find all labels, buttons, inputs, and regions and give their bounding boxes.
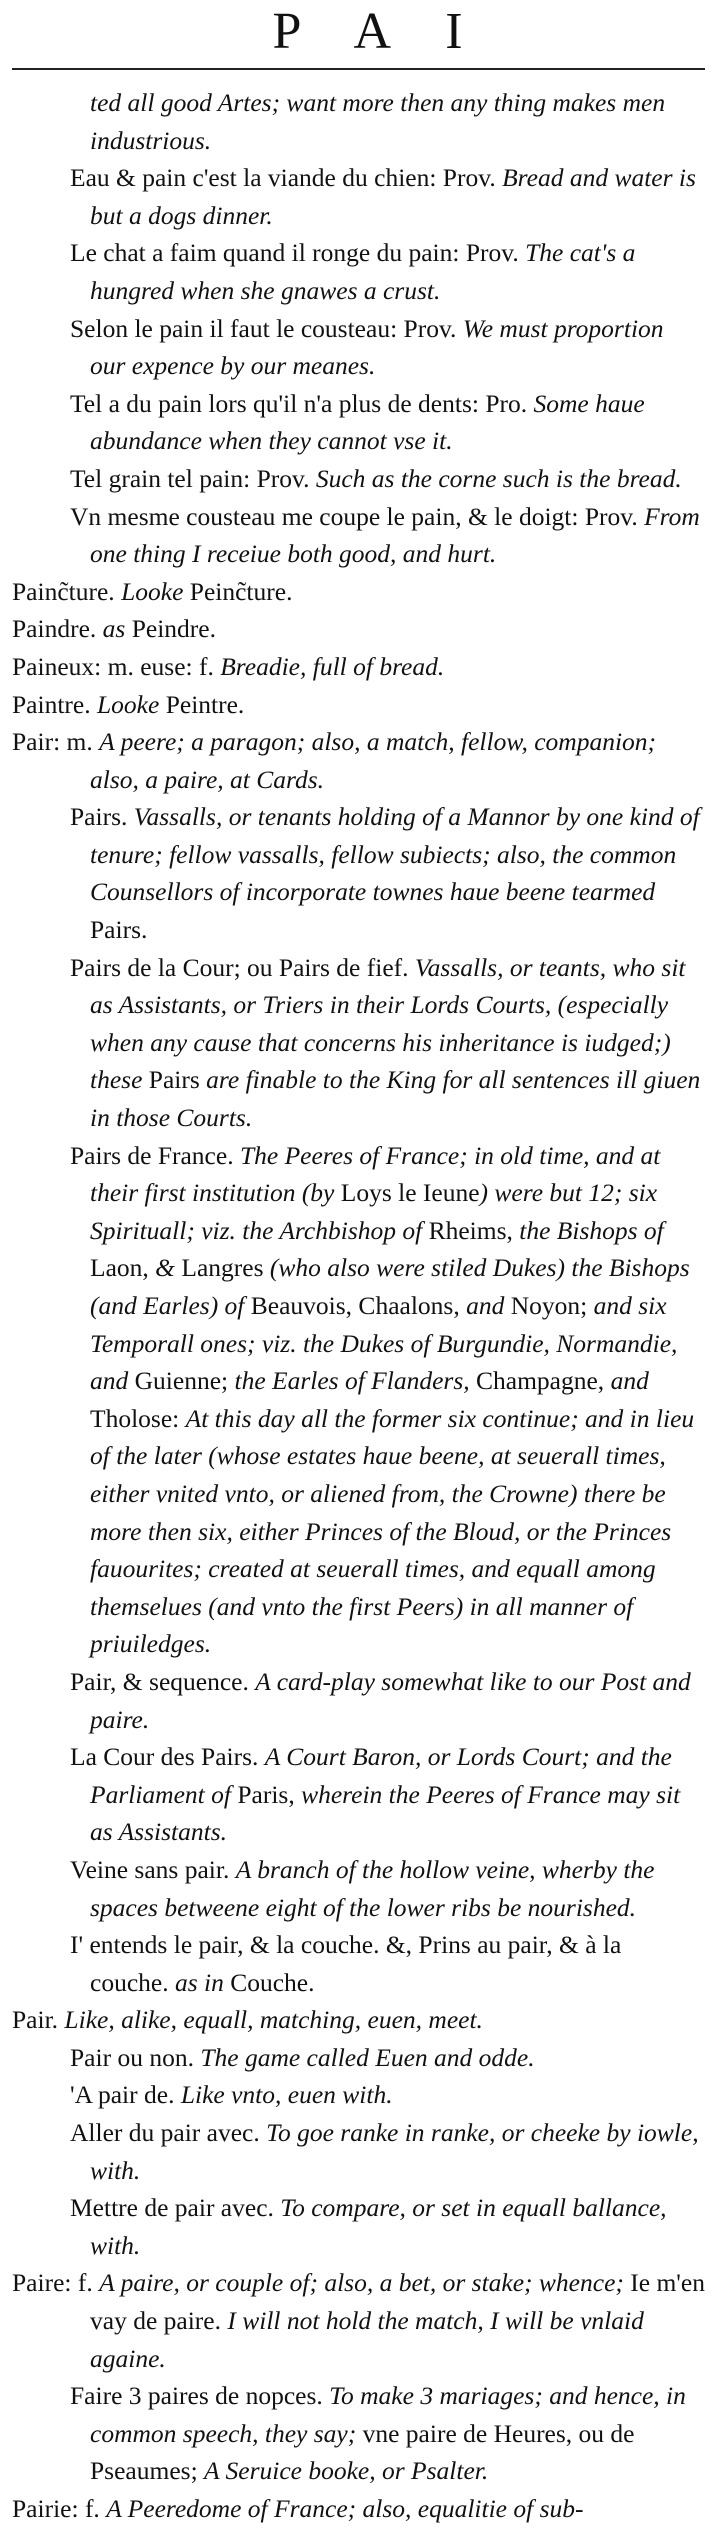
french-text: Eau & pain c'est la viande du chien: Prov.: [70, 163, 503, 193]
english-gloss: Breadie, full of bread.: [220, 651, 445, 681]
french-text: Guienne;: [134, 1366, 235, 1396]
french-text: Paris,: [237, 1779, 302, 1809]
english-gloss: A Peeredome of France; also, equalitie of sub-: [106, 2494, 584, 2523]
headword-entry: [12, 2264, 705, 2377]
french-text: Tel a du pain lors qu'il n'a plus de dents: Pro.: [70, 388, 534, 418]
english-gloss: Such as the corne such is the bread.: [315, 463, 682, 493]
french-text: Painc̃ture.: [12, 576, 122, 606]
french-text: Vn mesme cousteau me coupe le pain, & le doigt: Prov.: [70, 501, 645, 531]
english-gloss: ) were but 12; six Spirituall; viz. the Archbishop of: [90, 1178, 658, 1245]
head-rule: [12, 68, 705, 70]
french-text: Pairs de la Cour; ou Pairs de fief.: [70, 952, 415, 982]
french-text: 'A pair de.: [70, 2080, 181, 2110]
french-text: Tholose:: [90, 1403, 186, 1433]
french-text: Paindre.: [12, 614, 103, 644]
english-gloss: Looke: [121, 576, 190, 606]
french-text: Selon le pain il faut le cousteau: Prov.: [70, 313, 463, 343]
english-gloss: Vassalls, or teants, who sit as Assistants, or Triers in their Lords Courts, (especially when any cause that concerns his inheritance is iudged;) these: [90, 952, 686, 1095]
dictionary-entry: [12, 1137, 705, 1663]
english-gloss: A paire, or couple of; also, a bet, or stake; whence;: [99, 2268, 631, 2298]
dictionary-entry: [12, 2076, 705, 2114]
dictionary-entry: [12, 1926, 705, 2001]
french-text: Loys le Ieune: [340, 1178, 480, 1208]
english-gloss: At this day all the former six continue; and in lieu of the later (whose estates haue beene, at seuerall times, either vnited vnto, or aliened from, the Crowne) there be more then six, either Princes of the Bloud, or the Princes fauourites; created at seuerall times, and equall among themselues (and vnto the first Peers) in all manner of priuiledges.: [90, 1403, 695, 1659]
english-gloss: A peere; a paragon; also, a match, fellow, companion; also, a paire, at Cards.: [90, 727, 657, 794]
french-text: La Cour des Pairs.: [70, 1742, 265, 1772]
english-gloss: A card-play somewhat like to our Post and paire.: [90, 1666, 691, 1734]
english-gloss: The game called Euen and odde.: [200, 2042, 535, 2072]
dictionary-entry: [12, 949, 705, 1137]
english-gloss: Like, alike, equall, matching, euen, meet.: [64, 2005, 483, 2035]
headword-entry: [12, 723, 705, 798]
french-text: Couche.: [230, 1967, 315, 1997]
dictionary-entry: [12, 1851, 705, 1926]
headword-entry: [12, 648, 705, 686]
dictionary-entry: [12, 234, 705, 309]
french-text: Veine sans pair.: [70, 1854, 236, 1884]
english-gloss: the Earles of Flanders,: [234, 1366, 476, 1396]
french-text: Pairs.: [90, 915, 148, 945]
english-gloss: and six Temporall ones; viz. the Dukes of Burgundie, Normandie, and: [90, 1291, 678, 1396]
french-text: Champagne,: [476, 1366, 611, 1396]
french-text: Pairs de France.: [70, 1140, 240, 1170]
english-gloss: A Court Baron, or Lords Court; and the Parliament of: [90, 1742, 672, 1809]
french-text: Rheims,: [428, 1215, 520, 1245]
dictionary-entry: [12, 798, 705, 948]
french-text: Pair.: [12, 2005, 65, 2035]
french-text: Pairie: f.: [12, 2494, 107, 2523]
english-gloss: To compare, or set in equall ballance, with.: [90, 2193, 667, 2260]
french-text: vne paire de Heures, ou de Pseaumes;: [90, 2418, 635, 2486]
dictionary-entry: [12, 310, 705, 385]
french-text: Le chat a faim quand il ronge du pain: Prov.: [70, 238, 526, 268]
dictionary-entry: [12, 1663, 705, 1738]
english-gloss: A branch of the hollow veine, wherby the spaces betweene eight of the lower ribs be nourished.: [90, 1854, 655, 1922]
english-gloss: and: [466, 1291, 511, 1320]
english-gloss: Like vnto, euen with.: [180, 2080, 393, 2110]
french-text: Faire 3 paires de nopces.: [70, 2381, 330, 2411]
english-gloss: I will not hold the match, I will be vnlaid againe.: [90, 2306, 644, 2373]
english-gloss: To make 3 mariages; and hence, in common speech, they say;: [90, 2381, 686, 2448]
dictionary-entry: [12, 460, 705, 498]
english-gloss: (who also were stiled Dukes) the Bishops (and Earles) of: [90, 1253, 690, 1320]
dictionary-entry: [12, 2377, 705, 2490]
entry-list: [12, 84, 705, 2528]
english-gloss: A Seruice booke, or Psalter.: [204, 2456, 489, 2486]
dictionary-entry: [12, 1738, 705, 1851]
english-gloss: We must proportion our expence by our meanes.: [90, 313, 664, 381]
french-text: Peinc̃ture.: [189, 576, 293, 606]
french-text: Laon,: [90, 1253, 156, 1283]
english-gloss: Looke: [96, 689, 166, 719]
french-text: Tel grain tel pain: Prov.: [70, 463, 316, 493]
english-gloss: and: [610, 1366, 649, 1396]
dictionary-entry: [12, 84, 705, 159]
french-text: Peintre.: [165, 689, 245, 719]
dictionary-entry: [12, 159, 705, 234]
english-gloss: as: [102, 614, 132, 644]
english-gloss: as in: [174, 1967, 231, 1997]
english-gloss: wherein the Peeres of France may sit as Assistants.: [90, 1779, 681, 1847]
french-text: Aller du pair avec.: [70, 2118, 267, 2148]
english-gloss: From one thing I receiue both good, and hurt.: [90, 501, 700, 569]
dictionary-entry: [12, 385, 705, 460]
english-gloss: The cat's a hungred when she gnawes a crust.: [90, 238, 636, 305]
french-text: Paineux: m. euse: f.: [12, 651, 221, 681]
english-gloss: Vassalls, or tenants holding of a Mannor by one kind of tenure; fellow vassalls, fellow subiects; also, the common Counsellors of incorporate townes haue beene tearmed: [90, 802, 700, 907]
running-head: P A I: [272, 3, 485, 60]
french-text: Mettre de pair avec.: [70, 2193, 281, 2223]
english-gloss: Some haue abundance when they cannot vse it.: [90, 388, 645, 456]
english-gloss: The Peeres of France; in old time, and at their first institution (by: [90, 1140, 661, 1208]
french-text: Pair: m.: [12, 727, 100, 757]
french-text: Ie m'en vay de paire.: [90, 2268, 705, 2336]
dictionary-entry: [12, 2189, 705, 2264]
headword-entry: [12, 2490, 705, 2528]
english-gloss: the Bishops of: [519, 1215, 664, 1245]
headword-entry: [12, 573, 705, 611]
headword-entry: [12, 2001, 705, 2039]
french-text: Pair ou non.: [70, 2042, 201, 2072]
english-gloss: To goe ranke in ranke, or cheeke by iowle, with.: [90, 2118, 699, 2185]
french-text: Noyon;: [510, 1291, 594, 1320]
english-gloss: are finable to the King for all sentences ill giuen in those Courts.: [90, 1065, 701, 1133]
french-text: Pairs: [148, 1065, 207, 1095]
english-gloss: &: [155, 1253, 182, 1283]
french-text: Pair, & sequence.: [70, 1666, 256, 1696]
headword-entry: [12, 686, 705, 724]
french-text: I' entends le pair, & la couche. &, Prins au pair, & à la couche.: [70, 1930, 622, 1997]
english-gloss: ted all good Artes; want more then any thing makes men industrious.: [90, 88, 666, 155]
french-text: Paintre.: [12, 689, 97, 719]
french-text: Paire: f.: [12, 2268, 100, 2298]
english-gloss: Bread and water is but a dogs dinner.: [90, 163, 696, 230]
french-text: Peindre.: [131, 614, 216, 644]
french-text: Langres: [181, 1253, 270, 1283]
french-text: Pairs.: [70, 802, 134, 832]
dictionary-entry: [12, 2039, 705, 2077]
headword-entry: [12, 610, 705, 648]
dictionary-entry: [12, 498, 705, 573]
french-text: Beauvois, Chaalons,: [250, 1291, 467, 1320]
dictionary-entry: [12, 2114, 705, 2189]
